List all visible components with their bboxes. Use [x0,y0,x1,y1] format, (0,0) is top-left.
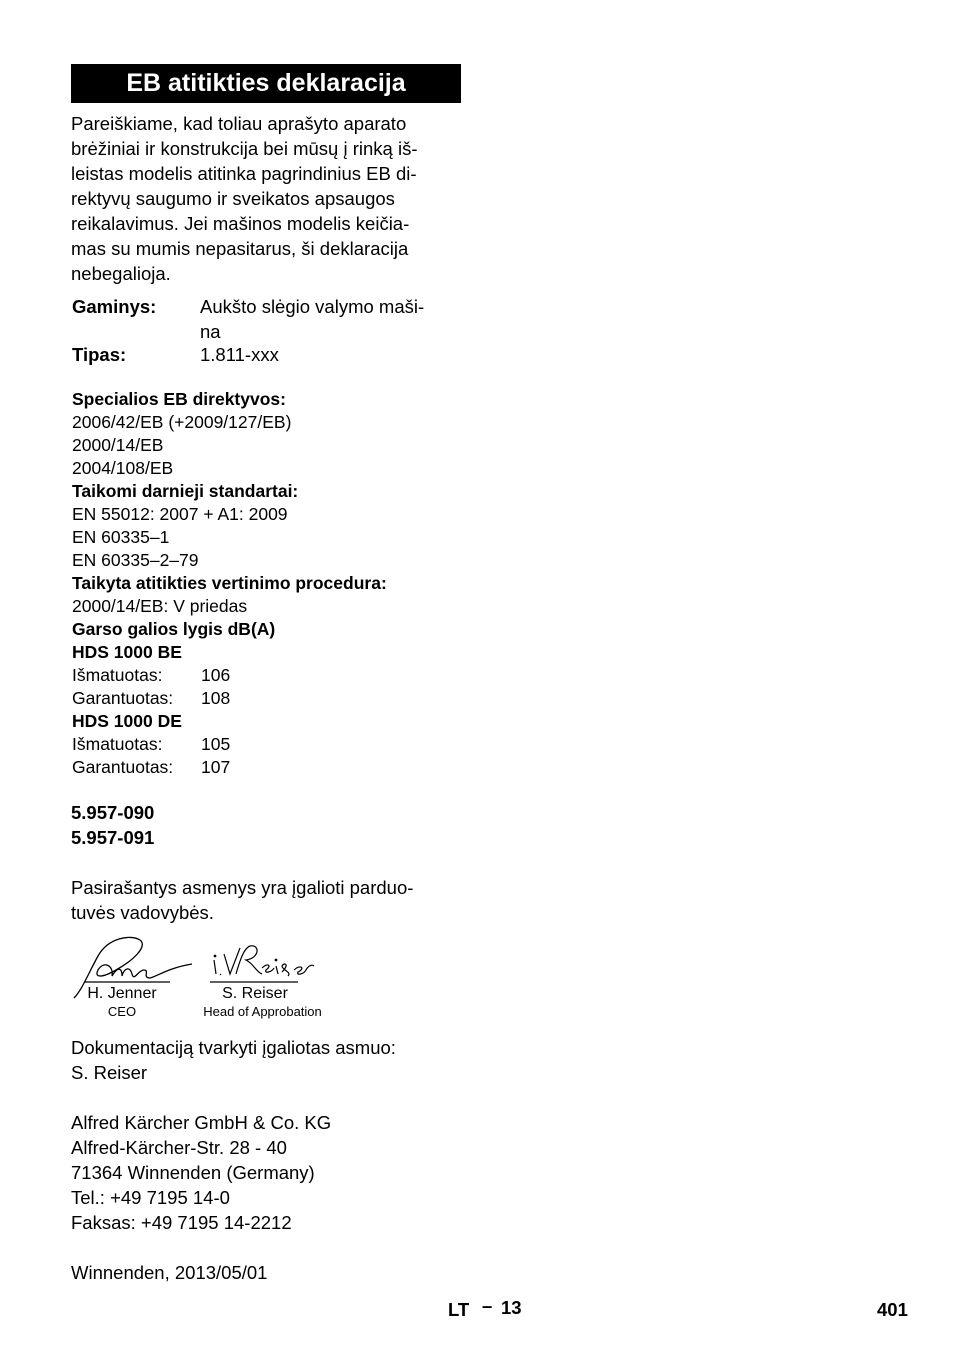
address-line: Alfred Kärcher GmbH & Co. KG [71,1112,332,1133]
page-title: EB atitikties deklaracija [71,64,461,103]
measured-row [72,664,492,687]
type-row [72,342,279,367]
intro-line: nebegalioja. [71,263,171,284]
model-name: HDS 1000 BE [72,642,182,662]
footer-dash: – [482,1295,493,1316]
measured-value: 106 [201,665,231,685]
signature-reiser-icon [210,946,314,982]
address-line: Alfred-Kärcher-Str. 28 - 40 [71,1137,287,1158]
authorized-paragraph [71,875,471,925]
type-value: 1.811-xxx [200,344,279,365]
code-item: 5.957-091 [71,827,155,848]
address-block [71,1110,491,1235]
documentation-block [71,1035,491,1085]
documentation-person: S. Reiser [71,1062,148,1083]
procedure-value: 2000/14/EB: V priedas [72,596,248,616]
intro-line: Pareiškiame, kad toliau aprašyto aparato [71,113,407,134]
product-value: Aukšto slėgio valymo maši- [200,296,425,317]
address-line: Faksas: +49 7195 14-2212 [71,1212,292,1233]
intro-line: reikalavimus. Jei mašinos modelis keičia- [71,213,410,234]
product-value-cont: na [200,321,221,342]
guaranteed-value: 107 [201,757,231,777]
authorized-line: Pasirašantys asmenys yra įgalioti parduo- [71,877,414,898]
directive-item: 2006/42/EB (+2009/127/EB) [72,412,292,432]
page-number: 401 [877,1299,908,1320]
measured-row [72,733,492,756]
model-name: HDS 1000 DE [72,711,182,731]
footer-section-page: 13 [501,1297,522,1318]
footer-lang: LT [448,1299,470,1320]
directive-item: 2004/108/EB [72,458,174,478]
intro-line: leistas modelis atitinka pagrindinius EB di- [71,163,417,184]
type-label: Tipas: [72,344,127,365]
measured-label: Išmatuotas: [72,665,163,685]
product-row [72,294,424,319]
intro-line: brėžiniai ir konstrukcija bei mūsų į rinką iš- [71,138,418,159]
signature-name: S. Reiser [222,985,288,1002]
measured-value: 105 [201,734,231,754]
procedure-title: Taikyta atitikties vertinimo procedura: [72,573,387,593]
standard-item: EN 55012: 2007 + A1: 2009 [72,504,288,524]
standard-item: EN 60335–2–79 [72,550,199,570]
address-line: 71364 Winnenden (Germany) [71,1162,315,1183]
measured-label: Išmatuotas: [72,734,163,754]
place-date: Winnenden, 2013/05/01 [71,1262,268,1283]
address-line: Tel.: +49 7195 14-0 [71,1187,230,1208]
documentation-label: Dokumentaciją tvarkyti įgaliotas asmuo: [71,1037,396,1058]
guaranteed-label: Garantuotas: [72,688,174,708]
signature-role: CEO [107,1004,137,1019]
intro-line: rektyvų saugumo ir sveikatos apsaugos [71,188,395,209]
sound-title: Garso galios lygis dB(A) [72,619,276,639]
signature-name: H. Jenner [87,985,157,1002]
signature-role: Head of Approbation [203,1004,322,1019]
guaranteed-row [72,756,492,779]
directives-title: Specialios EB direktyvos: [72,389,286,409]
guaranteed-row [72,687,492,710]
authorized-line: tuvės vadovybės. [71,902,214,923]
intro-paragraph [71,111,471,286]
codes-block [71,800,154,850]
directive-item: 2000/14/EB [72,435,164,455]
standard-item: EN 60335–1 [72,527,170,547]
guaranteed-label: Garantuotas: [72,757,174,777]
code-item: 5.957-090 [71,802,155,823]
directives-block [72,388,492,779]
product-label: Gaminys: [72,296,157,317]
guaranteed-value: 108 [201,688,231,708]
intro-line: mas su mumis nepasitarus, ši deklaracija [71,238,409,259]
standards-title: Taikomi darnieji standartai: [72,481,299,501]
